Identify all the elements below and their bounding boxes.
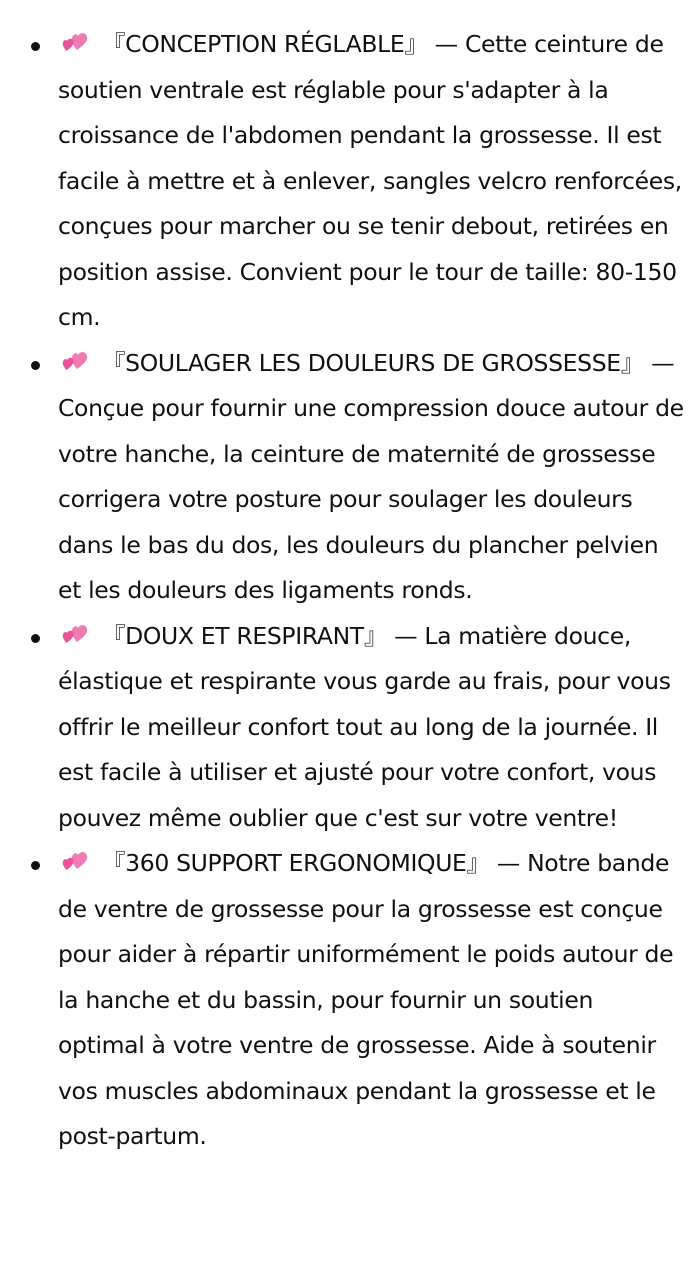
bullet-text: 『SOULAGER LES DOULEURS DE GROSSESSE』 — Conçue pour fournir une compression douce autour de votre hanche, la ceinture de maternité de grossesse corrigera votre posture pour soulager les douleurs dans le bas du dos, les douleurs du plancher pelvien et les douleurs des ligaments ronds. (58, 348, 684, 604)
list-item (0, 614, 700, 842)
two-hearts-icon (58, 30, 92, 58)
bullet-text: 『360 SUPPORT ERGONOMIQUE』 — Notre bande de ventre de grossesse pour la grossesse est conçue pour aider à répartir uniformément le poids autour de la hanche et du bassin, pour fournir un soutien optimal à votre ventre de grossesse. Aide à soutenir vos muscles abdominaux pendant la grossesse et le post-partum. (58, 849, 674, 1150)
bullet-dot (31, 42, 40, 51)
two-hearts-icon (58, 622, 92, 650)
bullet-text: 『CONCEPTION RÉGLABLE』 — Cette ceinture de soutien ventrale est réglable pour s'adapter à la croissance de l'abdomen pendant la grossesse. Il est facile à mettre et à enlever, sangles velcro renforcées, conçues pour marcher ou se tenir debout, retirées en position assise. Convient pour le tour de taille: 80-150 cm. (58, 30, 682, 331)
bullet-dot (31, 361, 40, 370)
list-item (0, 341, 700, 614)
feature-bullet-list (0, 22, 700, 1160)
bullet-text: 『DOUX ET RESPIRANT』 — La matière douce, élastique et respirante vous garde au frais, pour vous offrir le meilleur confort tout au long de la journée. Il est facile à utiliser et ajusté pour votre confort, vous pouvez même oublier que c'est sur votre ventre! (58, 621, 671, 832)
list-item (0, 22, 700, 341)
two-hearts-icon (58, 849, 92, 877)
list-item (0, 841, 700, 1160)
two-hearts-icon (58, 349, 92, 377)
bullet-dot (31, 861, 40, 870)
bullet-dot (31, 634, 40, 643)
